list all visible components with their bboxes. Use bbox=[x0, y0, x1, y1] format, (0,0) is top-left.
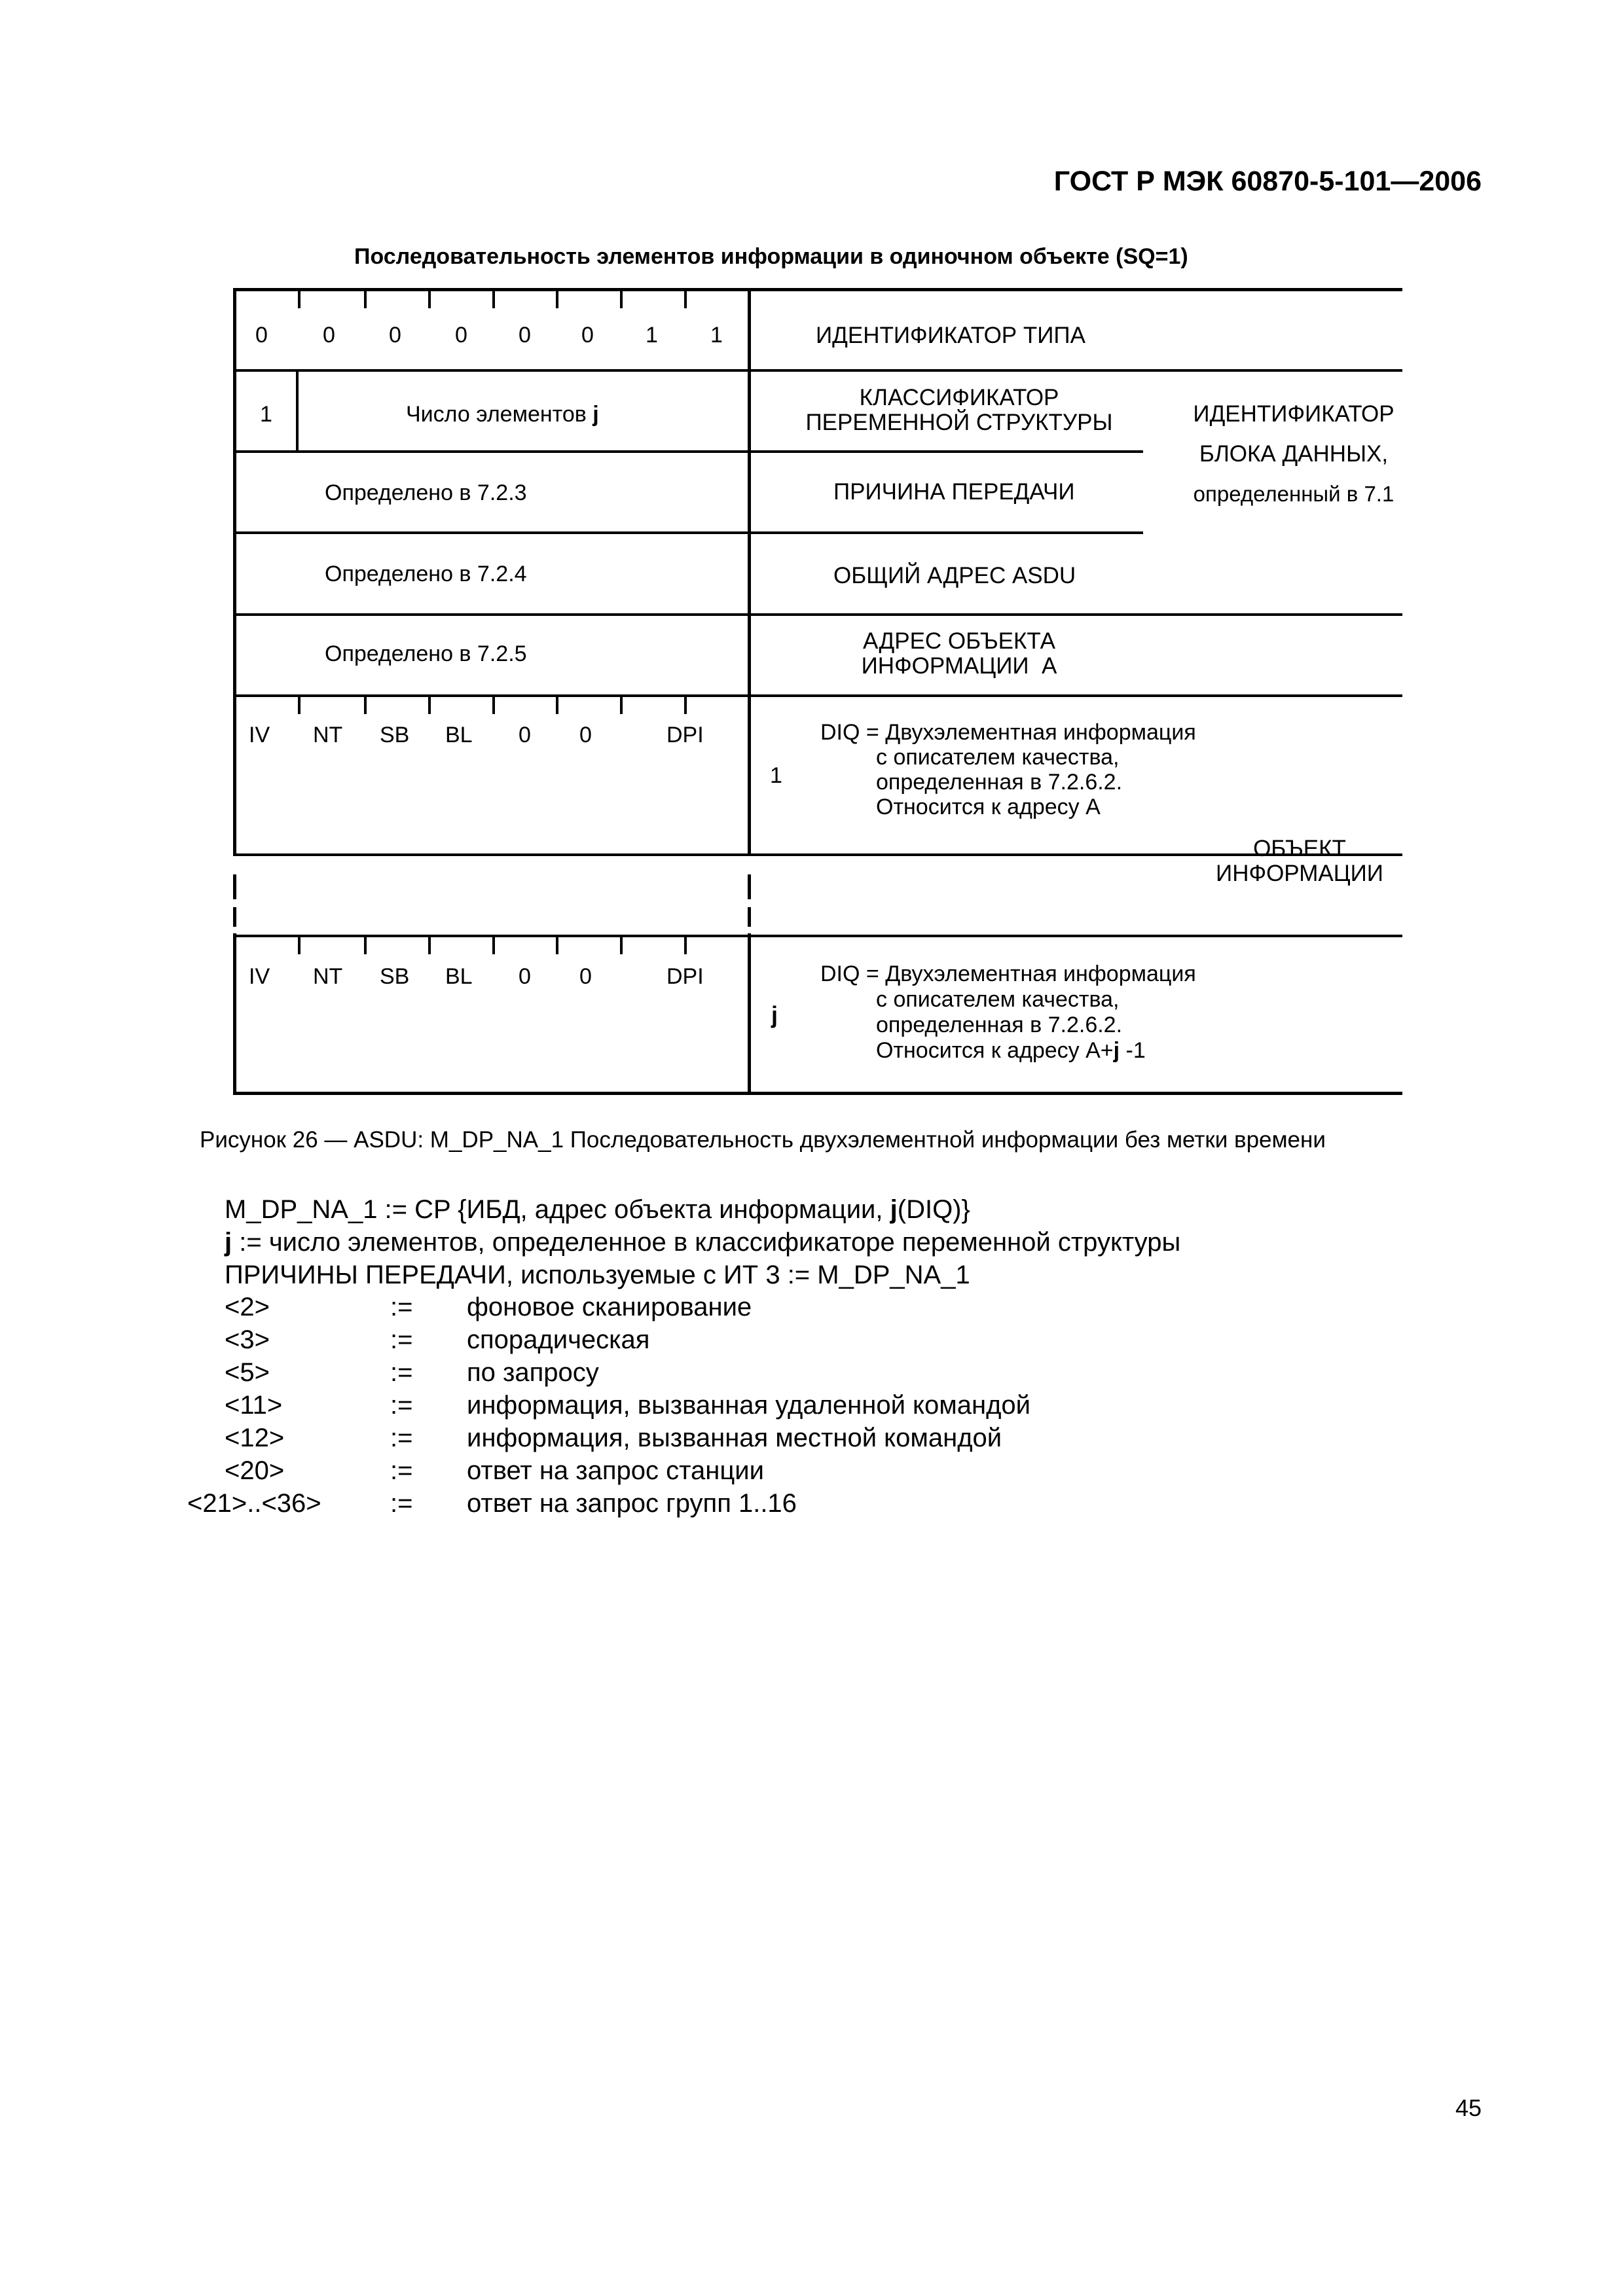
definition-line-3: ПРИЧИНЫ ПЕРЕДАЧИ, используемые с ИТ 3 := M_DP_NA_1 bbox=[225, 1261, 970, 1289]
cause-code: <20> bbox=[225, 1456, 285, 1485]
cause-code: <21>..<36> bbox=[187, 1489, 321, 1518]
definition-line-1: M_DP_NA_1 := CP {ИБД, адрес объекта информации, j(DIQ)} bbox=[225, 1195, 970, 1224]
ioa-label: АДРЕС ОБЪЕКТА ИНФОРМАЦИИ А bbox=[861, 628, 1057, 679]
cause-assign: := bbox=[390, 1391, 413, 1420]
cause-meaning: фоновое сканирование bbox=[467, 1293, 752, 1321]
bit-cell: 0 bbox=[519, 964, 531, 989]
figure-caption: Рисунок 26 — ASDU: M_DP_NA_1 Последовательность двухэлементной информации без метки времени bbox=[200, 1127, 1326, 1153]
bit-cell: 0 bbox=[323, 323, 335, 348]
cause-code: <3> bbox=[225, 1325, 270, 1354]
vsq-count: Число элементов j bbox=[406, 402, 599, 427]
bit-cell: SB bbox=[380, 964, 410, 989]
bit-cell: NT bbox=[313, 723, 343, 747]
element-1-desc: DIQ = Двухэлементная информация с описателем качества, определенная в 7.2.6.2. Относится к адресу А bbox=[820, 720, 1196, 819]
cause-assign: := bbox=[390, 1424, 413, 1452]
cause-meaning: по запросу bbox=[467, 1358, 599, 1387]
element-j-desc: DIQ = Двухэлементная информация с описателем качества, определенная в 7.2.6.2. Относится к адресу А+j -1 bbox=[820, 961, 1196, 1063]
bit-cell: DPI bbox=[666, 723, 704, 747]
cause-assign: := bbox=[390, 1489, 413, 1518]
ca-field: Определено в 7.2.4 bbox=[325, 562, 527, 586]
bit-cell: 0 bbox=[519, 723, 531, 747]
bit-cell: BL bbox=[445, 723, 473, 747]
bit-cell: BL bbox=[445, 964, 473, 989]
type-id-label: ИДЕНТИФИКАТОР ТИПА bbox=[816, 323, 1085, 348]
bit-cell: SB bbox=[380, 723, 410, 747]
element-j-index: j bbox=[771, 1001, 778, 1028]
bit-cell: 1 bbox=[710, 323, 723, 348]
bit-cell: 0 bbox=[455, 323, 467, 348]
cause-assign: := bbox=[390, 1293, 413, 1321]
ca-label: ОБЩИЙ АДРЕС ASDU bbox=[833, 563, 1076, 588]
bit-cell: 0 bbox=[581, 323, 594, 348]
bit-cell: 0 bbox=[579, 964, 592, 989]
cause-meaning: ответ на запрос станции bbox=[467, 1456, 764, 1485]
bit-cell: IV bbox=[249, 964, 270, 989]
bit-cell: IV bbox=[249, 723, 270, 747]
vsq-bit: 1 bbox=[260, 402, 272, 427]
cause-meaning: информация, вызванная удаленной командой bbox=[467, 1391, 1030, 1420]
bit-cell: NT bbox=[313, 964, 343, 989]
bit-cell: DPI bbox=[666, 964, 704, 989]
cause-assign: := bbox=[390, 1456, 413, 1485]
dui-label: ИДЕНТИФИКАТОР БЛОКА ДАННЫХ, определенный в 7.1 bbox=[1193, 401, 1395, 506]
bit-cell: 0 bbox=[255, 323, 268, 348]
figure-title: Последовательность элементов информации в одиночном объекте (SQ=1) bbox=[354, 244, 1188, 269]
definition-line-2: j := число элементов, определенное в классификаторе переменной структуры bbox=[225, 1228, 1181, 1257]
cause-code: <5> bbox=[225, 1358, 270, 1387]
cot-label: ПРИЧИНА ПЕРЕДАЧИ bbox=[833, 479, 1075, 505]
cot-field: Определено в 7.2.3 bbox=[325, 480, 527, 505]
cause-code: <12> bbox=[225, 1424, 285, 1452]
bit-cell: 1 bbox=[646, 323, 658, 348]
cause-code: <11> bbox=[225, 1391, 283, 1420]
cause-meaning: ответ на запрос групп 1..16 bbox=[467, 1489, 797, 1518]
cause-assign: := bbox=[390, 1325, 413, 1354]
cause-code: <2> bbox=[225, 1293, 270, 1321]
page-number: 45 bbox=[1455, 2094, 1482, 2121]
vsq-label: КЛАССИФИКАТОР ПЕРЕМЕННОЙ СТРУКТУРЫ bbox=[805, 385, 1113, 435]
bit-cell: 0 bbox=[519, 323, 531, 348]
standard-header: ГОСТ Р МЭК 60870-5-101—2006 bbox=[1053, 166, 1482, 197]
cause-meaning: информация, вызванная местной командой bbox=[467, 1424, 1002, 1452]
cause-assign: := bbox=[390, 1358, 413, 1387]
ioa-field: Определено в 7.2.5 bbox=[325, 641, 527, 666]
bit-cell: 0 bbox=[389, 323, 401, 348]
element-1-index: 1 bbox=[770, 763, 782, 788]
info-object-label: ОБЪЕКТ ИНФОРМАЦИИ bbox=[1216, 836, 1383, 886]
cause-meaning: спорадическая bbox=[467, 1325, 650, 1354]
bit-cell: 0 bbox=[579, 723, 592, 747]
